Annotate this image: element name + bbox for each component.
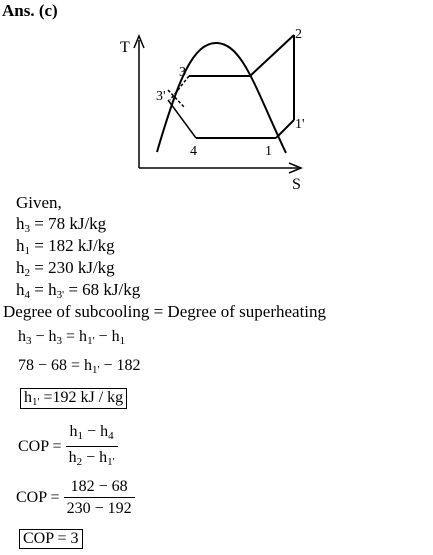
- desuperheat-line: [250, 35, 294, 76]
- cop-numeric-fraction: [64, 477, 135, 520]
- statement: Degree of subcooling = Degree of superheating: [3, 302, 327, 321]
- cop-formula-fraction: [66, 422, 118, 473]
- given-title: Given,: [16, 193, 62, 212]
- point-1p-label: 1': [295, 117, 305, 132]
- ts-diagram: [118, 22, 318, 192]
- answer-label: Ans. (c): [2, 1, 58, 20]
- cop-numeric-numerator: 182 − 68: [64, 477, 135, 498]
- point-3-label: 3: [179, 65, 186, 80]
- cop-numeric: [16, 477, 135, 520]
- cop-numeric-denominator: 230 − 192: [66, 500, 132, 517]
- cop-numeric-label: COP =: [16, 489, 60, 507]
- given-h4: $h_4 = h_{3'} = 68$ kJ/kg: [16, 280, 141, 301]
- point-2-label: 2: [295, 27, 302, 42]
- t-axis-label: T: [120, 39, 130, 56]
- equation-2: $78 - 68 = h_{1'} - 182$: [18, 357, 141, 376]
- given-h2: $h_2 = 230$ kJ/kg: [16, 258, 115, 279]
- point-3p-label: 3': [156, 89, 166, 104]
- equation-3-boxed: $h_{1'} =192$ kJ / kg: [20, 388, 127, 409]
- cop-formula-denominator: $h_2 - h_{1'}$: [68, 449, 115, 468]
- point-4-label: 4: [190, 144, 197, 159]
- s-axis-label: S: [292, 176, 301, 192]
- given-h1: $h_1 = 182$ kJ/kg: [16, 236, 115, 257]
- cop-formula-numerator: $h_1 - h_4$: [66, 422, 118, 447]
- result-boxed: COP = 3: [19, 529, 83, 549]
- point-1-label: 1: [265, 144, 272, 159]
- cop-formula-label: COP =: [18, 438, 62, 456]
- cop-formula: [18, 422, 118, 473]
- given-h3: $h_3 = 78$ kJ/kg: [16, 214, 107, 235]
- equation-1: $h_3 - h_3 = h_{1'} - h_1$: [18, 328, 126, 347]
- superheat-line: [276, 120, 294, 138]
